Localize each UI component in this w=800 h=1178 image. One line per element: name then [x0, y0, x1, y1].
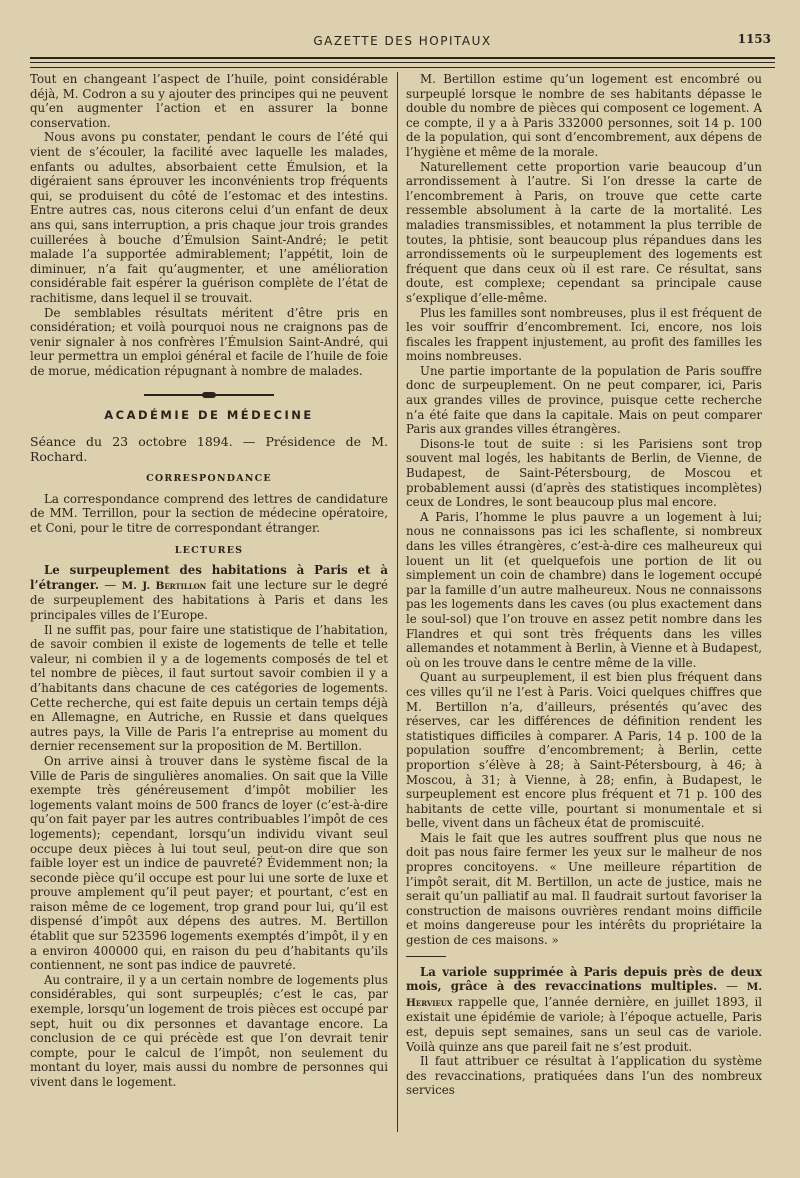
paragraph: Au contraire, il y a un certain nombre de logements plus considérables, qui sont surpeuplés; c’est le cas, par exemple, lorsqu’un logement de trois pièces est occupé par sept, huit ou dix personnes et davantage encore. La conclusion de ce qui précède est que l’on devrait tenir compte, pour le calcul de l’impôt, non seulement du montant du loyer, mais aussi du nombre de personnes qui vivent dans le logement. — [30, 972, 388, 1089]
article-lead-paragraph: Le surpeuplement des habitations à Paris et à l’étranger. — M. J. Bertillon fait une lecture sur le degré de surpeuplement des habitations à Paris et dans les principales villes de l’Europe. — [30, 563, 388, 622]
column-divider — [397, 72, 398, 1132]
subsection-title: CORRESPONDANCE — [146, 473, 272, 485]
journal-title: GAZETTE DES HOPITAUX — [313, 34, 492, 48]
paragraph: Mais le fait que les autres souffrent plus que nous ne doit pas nous faire fermer les yeux sur le malheur de nos propres concitoyens. « Une meilleure répartition de l’impôt serait, dit M. Bertillon, un acte de justice, mais ne serait qu’un palliatif au mal. Il faudrait surtout favoriser la construction de maisons ouvrières rendant moins difficile et moins dangereuse pour les intérêts du propriétaire la gestion de ces maisons. » — [406, 830, 762, 948]
author-name: M. Hervieux — [406, 981, 762, 1009]
paragraph: Nous avons pu constater, pendant le cours de l’été qui vient de s’écouler, la facilité avec laquelle les malades, enfants ou adultes, absorbaient cette Émulsion, et la digéraient sans éprouver les inconvénients trop fréquents qui, se produisent du côté de l’estomac et des intestins. Entre autres cas, nous citerons celui d’un enfant de deux ans qui, sans interruption, a pris chaque jour trois grandes cuillerées à bouche d’Émulsion Saint-André; le petit malade l’a supportée admirablement; l’appétit, loin de diminuer, n’a fait qu’augmenter, et une amélioration considérable fait espérer la guérison complète de l’état de rachitisme, dans lequel il se trouvait. — [30, 130, 388, 305]
left-column — [30, 72, 388, 1136]
right-column — [406, 72, 762, 1136]
paragraph: Plus les familles sont nombreuses, plus il est fréquent de les voir souffrir d’encombrement. Ici, encore, nos lois fiscales les frappent injustement, au profit des familles les moins nombreuses. — [406, 305, 762, 364]
author-name: M. J. Bertillon — [121, 579, 207, 592]
paragraph: De semblables résultats méritent d’être pris en considération; et voilà pourquoi nous ne craignons pas de venir signaler à nos confrères l’Émulsion Saint-André, qui leur permettra un emploi général et facile de l’huile de foie de morue, médication répugnant à nombre de malades. — [30, 305, 388, 378]
subsection-title: LECTURES — [174, 544, 244, 556]
header-rule — [30, 57, 775, 59]
paragraph: Il faut attribuer ce résultat à l’application du système des revaccinations, pratiquées dans l’un des nombreux services — [406, 1054, 762, 1098]
article-lead-paragraph: La variole supprimée à Paris depuis près de deux mois, grâce à des revaccinations multiples. — M. Hervieux rappelle que, l’année dernière, en juillet 1893, il existait une épidémie de variole; à l’époque actuelle, Paris est, depuis sept semaines, sans un seul cas de variole. Voilà quinze ans que pareil fait ne s’est produit. — [406, 964, 762, 1054]
article-heading: La variole supprimée à Paris depuis près de deux mois, grâce à des revaccinations multiples. — [406, 964, 762, 994]
paragraph: On arrive ainsi à trouver dans le système fiscal de la Ville de Paris de singulières anomalies. On sait que la Ville exempte très généreusement d’impôt mobilier les logements valant moins de 500 francs de loyer (c’est-à-dire qu’on fait payer par les autres contribuables l’impôt de ces logements); cependant, lorsqu’un individu vivant seul occupe deux pièces à lui tout seul, peut-on dire que son faible loyer est un indice de pauvreté? Évidemment non; la seconde pièce qu’il occupe est pour lui une sorte de luxe et prouve amplement qu’il peut payer; et pourtant, c’est en raison même de ce logement, trop grand pour lui, qu’il est dispensé d’impôt aux dépens des autres. M. Bertillon établit que sur 523596 logements exemptés d’impôt, il y en a environ 400000 qui, en raison du peu d’habitants qu’ils contiennent, ne sont pas indice de pauvreté. — [30, 753, 388, 973]
paragraph: Quant au surpeuplement, il est bien plus fréquent dans ces villes qu’il ne l’est à Paris. Voici quelques chiffres que M. Bertillon n’a, d’ailleurs, présentés qu’avec des réserves, car les différences de définition rendent les statistiques difficiles à comparer. A Paris, 14 p. 100 de la population souffre d’encombrement; à Berlin, cette proportion s’élève à 28; à Saint-Pétersbourg, à 46; à Moscou, à 31; à Vienne, à 28; enfin, à Budapest, le surpeuplement est encore plus fréquent et 71 p. 100 des habitants de cette ville, pourtant si monumentale et si belle, vivent dans un fâcheux état de promiscuité. — [406, 670, 762, 831]
paragraph: Disons-le tout de suite : si les Parisiens sont trop souvent mal logés, les habitants de Berlin, de Vienne, de Budapest, de Saint-Pétersbourg, de Moscou et probablement aussi (d’après des statistiques incomplètes) ceux de Londres, le sont beaucoup plus mal encore. — [406, 436, 762, 510]
article-heading: Le surpeuplement des habitations à Paris et à l’étranger. — [30, 563, 388, 592]
paragraph: M. Bertillon estime qu’un logement est encombré ou surpeuplé lorsque le nombre de ses habitants dépasse le double du nombre de pièces qui composent ce logement. A ce compte, il y a à Paris 332000 personnes, soit 14 p. 100 de la population, qui sont d’encombrement, aux dépens de l’hygiène et même de la morale. — [406, 72, 762, 159]
paragraph: A Paris, l’homme le plus pauvre a un logement à lui; nous ne connaissons pas ici les schaflente, si nombreux dans les villes étrangères, c’est-à-dire ces malheureux qui louent un lit (et quelquefois une portion de lit ou simplement un coin de chambre) dans le logement occupé par la famille d’un autre malheureux. Nous ne connaissons pas les logements dans les caves (ou plus exactement dans le soul-sol) que l’on trouve en assez petit nombre dans les Flandres et qui sont très fréquents dans les villes allemandes et notamment à Berlin, à Vienne et à Budapest, où on les trouve dans le centre même de la ville. — [406, 509, 762, 670]
article-separator — [406, 956, 446, 957]
session-line: Séance du 23 octobre 1894. — Présidence de M. Rochard. — [30, 434, 388, 464]
section-title: ACADÉMIE DE MÉDECINE — [104, 408, 314, 423]
section-ornament — [144, 392, 274, 398]
page-header — [30, 28, 775, 50]
paragraph: Il ne suffit pas, pour faire une statistique de l’habitation, de savoir combien il existe de logements de telle et telle valeur, ni combien il y a de logements composés de tel et tel nombre de pièces, il faut surtout savoir combien il y a d’habitants dans chacune de ces catégories de logements. Cette recherche, qui est faite depuis un certain temps déjà en Allemagne, en Autriche, en Russie et dans quelques autres pays, la Ville de Paris l’a entreprise au moment du dernier recensement sur la proposition de M. Bertillon. — [30, 622, 388, 754]
paragraph: Naturellement cette proportion varie beaucoup d’un arrondissement à l’autre. Si l’on dresse la carte de l’encombrement à Paris, on trouve que cette carte ressemble absolument à la carte de la mortalité. Les maladies transmissibles, et notamment la plus terrible de toutes, la phtisie, sont beaucoup plus répandues dans les arrondissements où le surpeuplement des logements est fréquent que dans ceux où il est rare. Ce résultat, sans doute, est complexe; cependant sa principale cause s’explique d’elle-même. — [406, 159, 762, 305]
header-rule — [30, 62, 775, 63]
page-number: 1153 — [737, 32, 771, 46]
paragraph: Tout en changeant l’aspect de l’huile, point considérable déjà, M. Codron a su y ajouter des principes qui ne peuvent qu’en augmenter l’action et en assurer la bonne conservation. — [30, 72, 388, 130]
paragraph: Une partie importante de la population de Paris souffre donc de surpeuplement. On ne peut comparer, ici, Paris aux grandes villes de province, puisque cette recherche n’a été faite que dans la capitale. Mais on peut comparer Paris aux grandes villes étrangères. — [406, 363, 762, 437]
header-rule — [30, 67, 775, 68]
paragraph: La correspondance comprend des lettres de candidature de MM. Terrillon, pour la section de médecine opératoire, et Coni, pour le titre de correspondant étranger. — [30, 491, 388, 536]
